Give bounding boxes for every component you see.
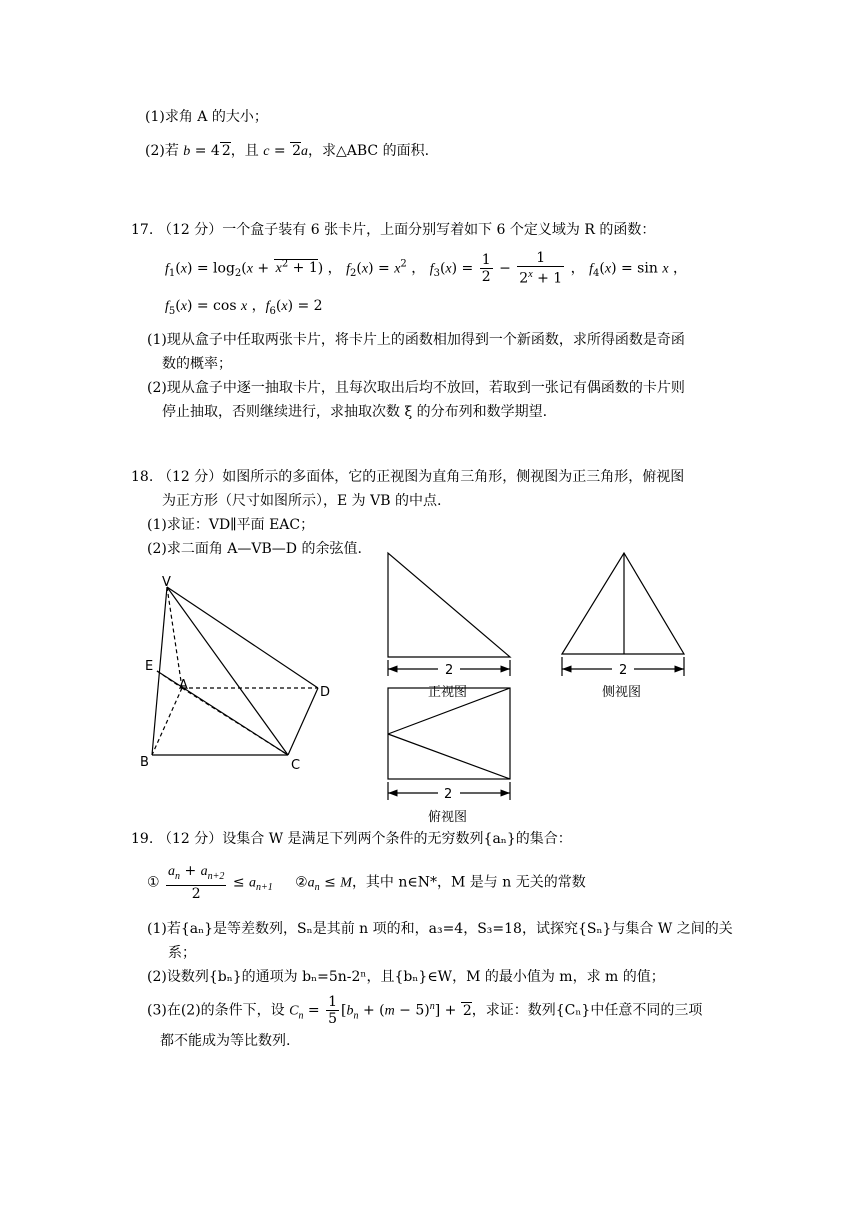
q19-number: 19. <box>131 831 154 847</box>
q18-intro-line2: 为正方形（尺寸如图所示），E 为 VB 的中点. <box>162 493 442 509</box>
q18-part1: (1)求证：VD∥平面 EAC； <box>147 517 315 533</box>
q18-number: 18. <box>131 469 154 485</box>
vertex-label-e: E <box>145 659 154 674</box>
vertex-label-c: C <box>291 758 301 773</box>
q16-formula: b <box>183 144 191 159</box>
q17-intro: （12 分）一个盒子装有 6 张卡片，上面分别写着如下 6 个定义域为 R 的函数： <box>158 222 656 238</box>
q19-part3: (3)在(2)的条件下，设 $C_n$ = $\frac{1}{5}$ $[b_n + (m - 5)^n] + 2$，求证：数列{Cₙ}中任意不同的三项 <box>147 994 703 1027</box>
q16-part1: (1)求角 A 的大小； <box>145 109 268 125</box>
side-view-dimension: 2 <box>619 663 628 678</box>
q17-part1-line2: 数的概率； <box>162 356 232 372</box>
q16-part2: (2)若 b = 4 2，且 c = 2a，求△ABC 的面积. <box>145 143 430 159</box>
q17-functions-line1: $f_1(x) = \log_2(x + x^2 + 1)$ ， $f_2(x) = x^2$ ， $f_3(x)$ = $\frac{1}{2}$ − $\frac{1}{2^x + 1}$ ， $f_4(x) = \sin x$ ， <box>165 250 687 287</box>
q18-intro-line1: （12 分）如图所示的多面体，它的正视图为直角三角形，侧视图为正三角形，俯视图 <box>158 469 685 485</box>
q19-part1-line2: 系； <box>168 945 196 961</box>
vertex-label-d: D <box>320 685 331 700</box>
vertex-label-v: V <box>162 575 171 590</box>
front-view <box>388 553 510 676</box>
q17-number: 17. <box>131 222 154 238</box>
q19-part1-line1: (1)若{aₙ}是等差数列，Sₙ是其前 n 项的和，a₃=4，S₃=18，试探究{Sₙ}与集合 W 之间的关 <box>147 921 733 937</box>
q17-part2-line2: 停止抽取，否则继续进行，求抽取次数 ξ 的分布列和数学期望. <box>162 404 548 420</box>
top-view-dimension: 2 <box>444 787 453 802</box>
q17-functions-line2: $f_5(x) = \cos x$ ，$f_6(x) = 2$ <box>165 298 323 317</box>
front-view-dimension: 2 <box>445 663 454 678</box>
side-view-caption: 侧视图 <box>602 685 642 700</box>
q19-conditions: ① $\frac{a_n + a_{n+2}}{2}$ ≤ $a_{n+1}$ $②a_n \le M$，其中 n∈N*，M 是与 n 无关的常数 <box>147 863 586 902</box>
polyhedron-figure <box>152 587 318 755</box>
vertex-label-b: B <box>140 755 149 770</box>
q19-part2: (2)设数列{bₙ}的通项为 bₙ=5n-2ⁿ，且{bₙ}∈W，M 的最小值为 m，求 m 的值； <box>147 969 665 985</box>
q17-part1-line1: (1)现从盒子中任取两张卡片，将卡片上的函数相加得到一个新函数，求所得函数是奇函 <box>147 332 685 348</box>
side-view <box>562 553 684 676</box>
front-view-caption: 正视图 <box>428 685 468 700</box>
q17-part2-line1: (2)现从盒子中逐一抽取卡片，且每次取出后均不放回，若取到一张记有偶函数的卡片则 <box>147 380 685 396</box>
vertex-label-a: A <box>179 678 188 693</box>
q18-part2: (2)求二面角 A—VB—D 的余弦值. <box>147 541 362 557</box>
q19-intro: （12 分）设集合 W 是满足下列两个条件的无穷数列{aₙ}的集合： <box>158 831 572 847</box>
q19-part3-line2: 都不能成为等比数列. <box>160 1033 291 1049</box>
top-view-caption: 俯视图 <box>428 810 468 825</box>
top-view <box>388 688 510 800</box>
